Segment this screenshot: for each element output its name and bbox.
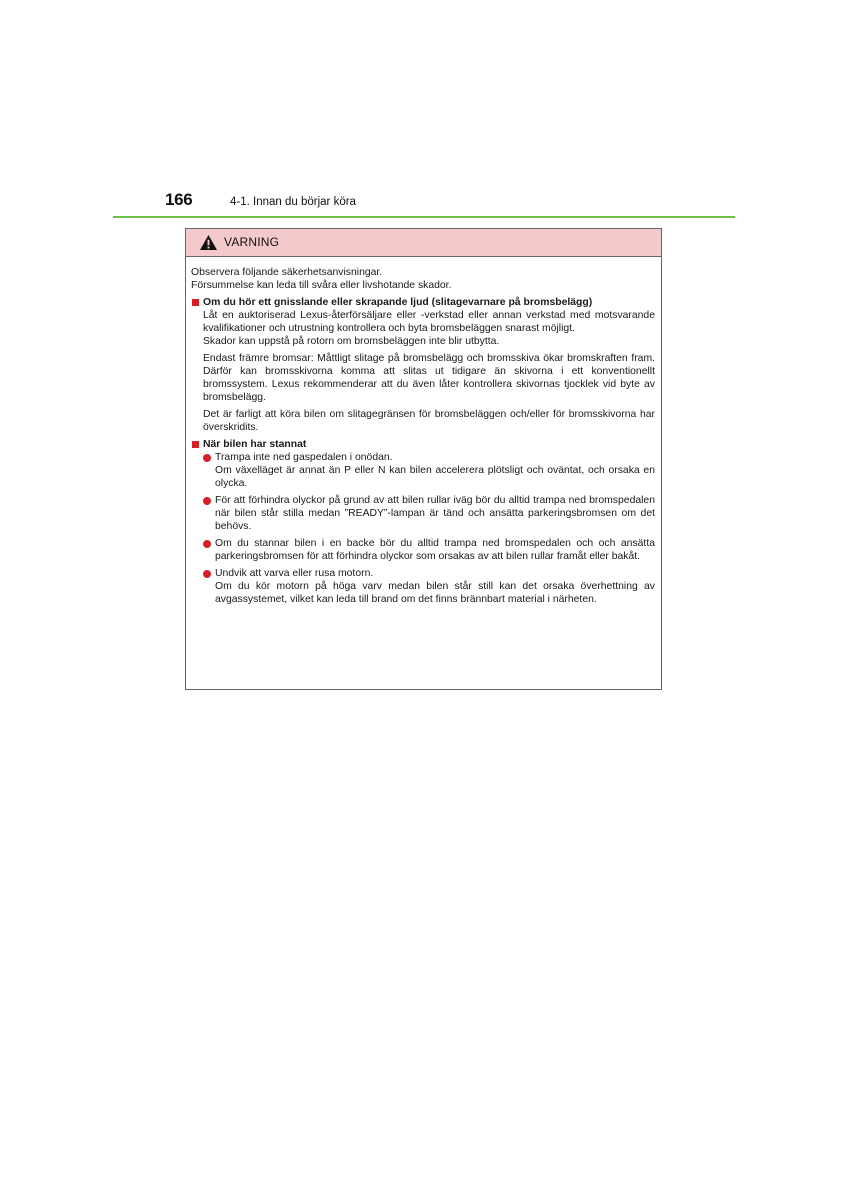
warning-intro: [191, 266, 655, 292]
paragraph: Endast främre bromsar: Måttligt slitage på bromsbelägg och bromsskiva ökar bromskraften fram. Därför kan bromsskivorna komma att slitas ut tidigare än skivorna i ett konventionellt bromssystem. Lexus rekommenderar att du även låter kontrollera skivornas tjocklek vid byte av bromsbelägg.: [203, 353, 655, 403]
list-item: [215, 494, 655, 533]
intro-line: Observera följande säkerhetsanvisningar.: [191, 267, 383, 278]
warning-title: VARNING: [224, 235, 280, 249]
warning-header: [186, 229, 661, 257]
red-square-bullet-icon: [192, 299, 199, 306]
item-lead: Undvik att varva eller rusa motorn.: [215, 568, 374, 579]
paragraph: Låt en auktoriserad Lexus-återförsäljare eller -verkstad eller annan verkstad med motsvarande kvalifikationer och utrustning kontrollera och byta bromsbeläggen snarast möjligt.: [203, 310, 655, 334]
list-item: [215, 537, 655, 563]
item-lead: För att förhindra olyckor på grund av att bilen rullar iväg bör du alltid trampa ned bromspedalen när bilen står stilla medan ”READY”-lampan är tänd och ansätta parkeringsbromsen om det behövs.: [215, 495, 655, 532]
intro-line: Försummelse kan leda till svåra eller livshotande skador.: [191, 280, 452, 291]
paragraph: Det är farligt att köra bilen om slitagegränsen för bromsbeläggen och/eller för bromsskivorna har överskridits.: [203, 409, 655, 433]
warning-triangle-icon: [199, 234, 218, 251]
red-dot-bullet-icon: [203, 540, 211, 548]
item-text: Om du kör motorn på höga varv medan bilen står still kan det orsaka överhettning av avgassystemet, vilket kan leda till brand om det finns brännbart material i närheten.: [215, 581, 655, 605]
red-dot-bullet-icon: [203, 454, 211, 462]
item-text: Om växelläget är annat än P eller N kan bilen accelerera plötsligt och oväntat, och orsaka en olycka.: [215, 465, 655, 489]
red-square-bullet-icon: [192, 441, 199, 448]
section-title: 4-1. Innan du börjar köra: [230, 196, 356, 208]
page-header: [113, 190, 735, 218]
section-heading-brake-wear: Om du hör ett gnisslande eller skrapande ljud (slitagevarnare på bromsbelägg): [191, 296, 655, 309]
paragraph: Skador kan uppstå på rotorn om bromsbeläggen inte blir utbytta.: [203, 336, 500, 347]
item-lead: Trampa inte ned gaspedalen i onödan.: [215, 452, 393, 463]
warning-body: [186, 257, 661, 606]
red-dot-bullet-icon: [203, 497, 211, 505]
red-dot-bullet-icon: [203, 570, 211, 578]
item-lead: Om du stannar bilen i en backe bör du alltid trampa ned bromspedalen och och ansätta parkeringsbromsen för att förhindra olyckor som orsakas av att bilen rullar framåt eller bakåt.: [215, 538, 655, 562]
list-item: [215, 451, 655, 490]
section-heading-stopped: När bilen har stannat: [191, 438, 655, 451]
list-item: [215, 567, 655, 606]
page-number: 166: [165, 190, 193, 209]
warning-box: [185, 228, 662, 690]
